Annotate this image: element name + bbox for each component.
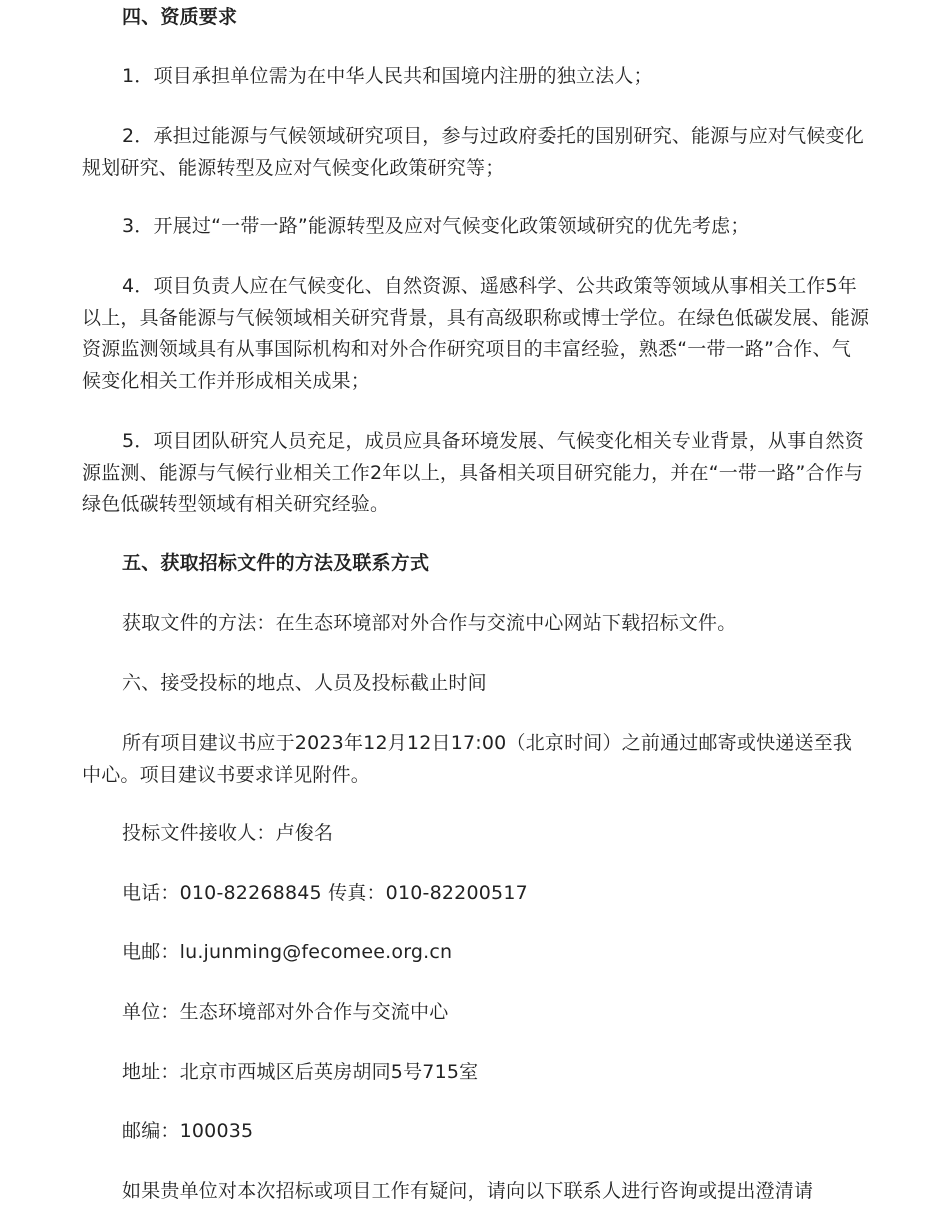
- requirement-item-3: 3．开展过“一带一路”能源转型及应对气候变化政策领域研究的优先考虑；: [122, 215, 750, 237]
- document-method: 获取文件的方法：在生态环境部对外合作与交流中心网站下载招标文件。: [122, 612, 737, 634]
- phone-fax: 电话：010-82268845 传真：010-82200517: [122, 882, 528, 904]
- email-address: 电邮：lu.junming@fecomee.org.cn: [122, 941, 453, 963]
- postcode: 邮编：100035: [122, 1120, 254, 1142]
- submission-deadline: 所有项目建议书应于2023年12月12日17:00（北京时间）之前通过邮寄或快递送至我中心。项目建议书要求详见附件。: [82, 732, 853, 786]
- organization-name: 单位：生态环境部对外合作与交流中心: [122, 1001, 449, 1023]
- requirement-item-5: 5．项目团队研究人员充足，成员应具备环境发展、气候变化相关专业背景，从事自然资源监测、能源与气候行业相关工作2年以上，具备相关项目研究能力，并在“一带一路”合作与绿色低碳转型领域有相关研究经验。: [82, 430, 864, 515]
- section-6-heading: 六、接受投标的地点、人员及投标截止时间: [122, 672, 487, 694]
- requirement-item-4: 4．项目负责人应在气候变化、自然资源、遥感科学、公共政策等领域从事相关工作5年以上，具备能源与气候领域相关研究背景，具有高级职称或博士学位。在绿色低碳发展、能源资源监测领域具有从事国际机构和对外合作研究项目的丰富经验，熟悉“一带一路”合作、气候变化相关工作并形成相关成果；: [82, 275, 870, 392]
- requirement-item-1: 1．项目承担单位需为在中华人民共和国境内注册的独立法人；: [122, 65, 653, 87]
- receiver-name: 投标文件接收人：卢俊名: [122, 822, 334, 844]
- section-4-heading: 四、资质要求: [122, 6, 238, 28]
- inquiry-note: 如果贵单位对本次招标或项目工作有疑问，请向以下联系人进行咨询或提出澄清请: [122, 1180, 814, 1202]
- section-5-heading: 五、获取招标文件的方法及联系方式: [122, 552, 430, 574]
- requirement-item-2: 2．承担过能源与气候领域研究项目，参与过政府委托的国别研究、能源与应对气候变化规划研究、能源转型及应对气候变化政策研究等；: [82, 125, 864, 179]
- postal-address: 地址：北京市西城区后英房胡同5号715室: [122, 1061, 479, 1083]
